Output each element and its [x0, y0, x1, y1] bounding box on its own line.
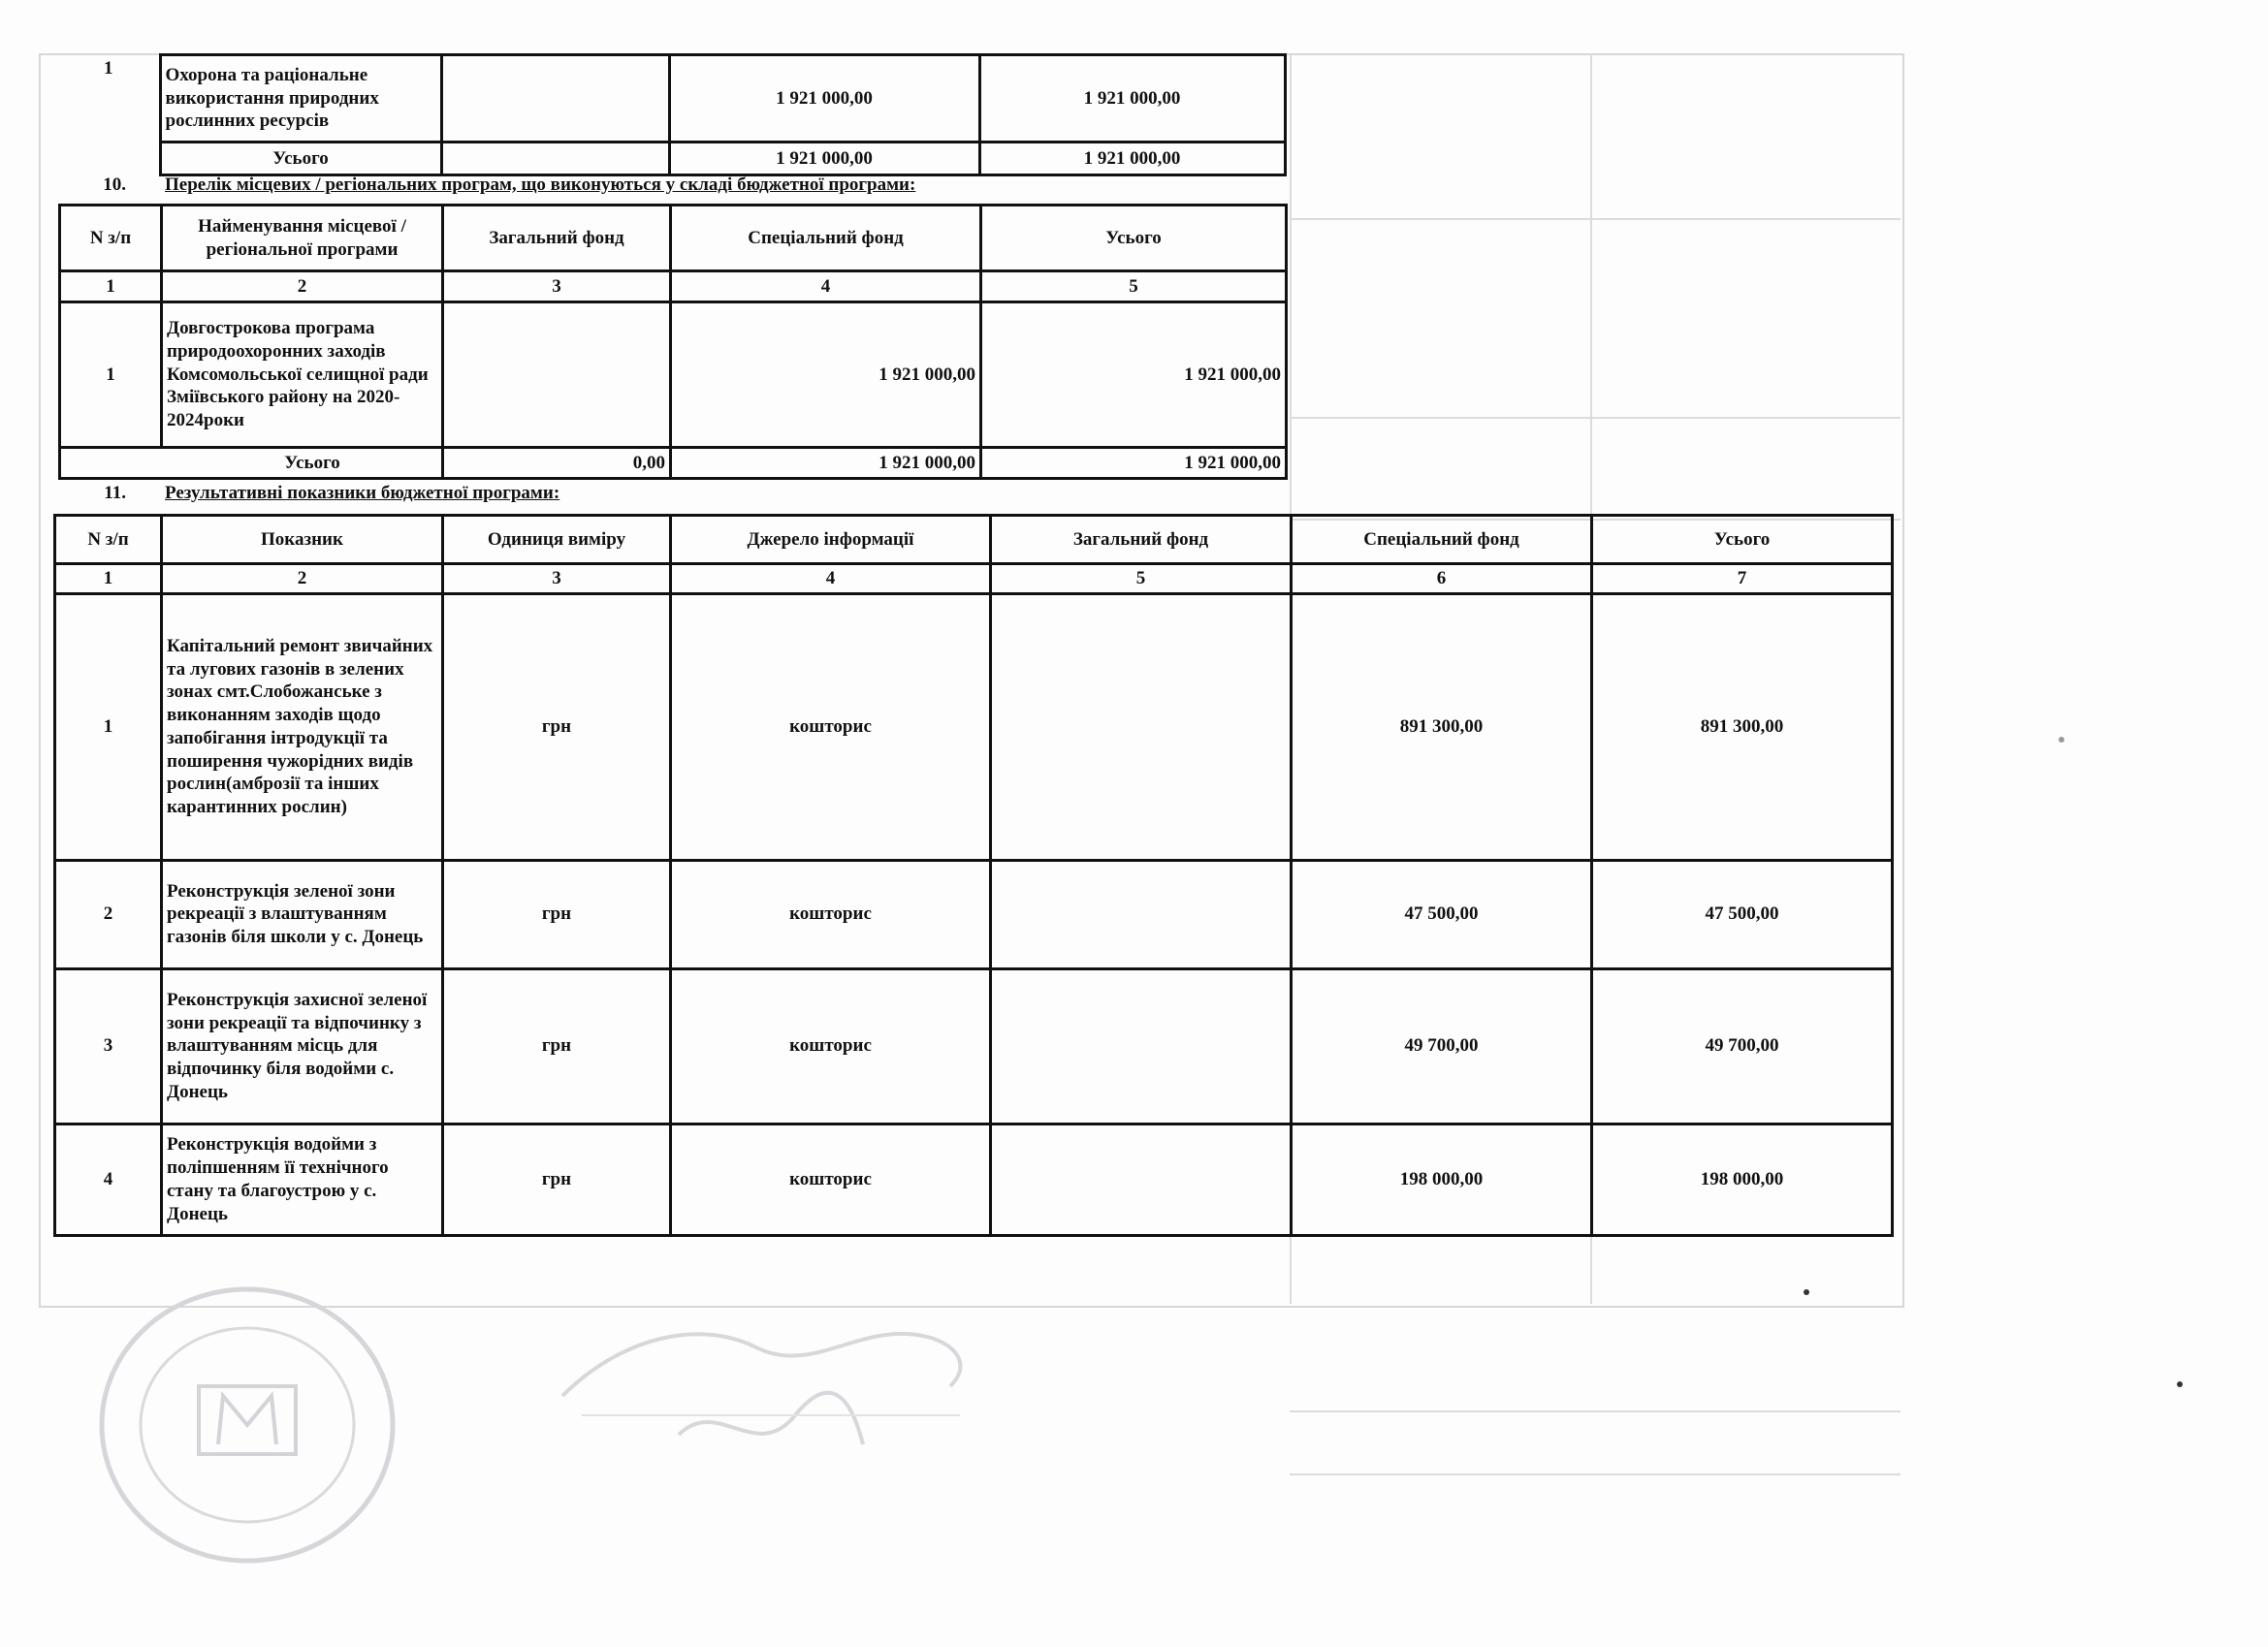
colnum-row [55, 564, 1893, 594]
cell: 49 700,00 [1292, 968, 1592, 1124]
cell: грн [443, 860, 671, 968]
header-cell: Одиниця виміру [443, 516, 671, 564]
row-number: 1 [55, 593, 162, 860]
colnum-cell: 3 [443, 564, 671, 594]
speck [1804, 1289, 1809, 1295]
ghost-line [1290, 218, 1901, 220]
colnum-cell: 6 [1292, 564, 1592, 594]
row-number: 3 [55, 968, 162, 1124]
speck [2059, 737, 2064, 743]
cell [441, 143, 669, 175]
table-row [55, 1124, 1893, 1235]
header-cell: Усього [1592, 516, 1893, 564]
cell: 1 921 000,00 [669, 143, 979, 175]
cell: 1 921 000,00 [671, 302, 981, 448]
cell: 1 921 000,00 [979, 143, 1285, 175]
header-cell: N з/п [55, 516, 162, 564]
colnum-cell: 4 [671, 564, 991, 594]
row-number: 1 [104, 57, 113, 79]
cell: 1 921 000,00 [669, 55, 979, 143]
section-title: Перелік місцевих / регіональних програм, що виконуються у складі бюджетної програми: [165, 174, 916, 195]
cell: 198 000,00 [1292, 1124, 1592, 1235]
header-row [60, 206, 1287, 271]
table-row [55, 593, 1893, 860]
table-row [55, 968, 1893, 1124]
cell: 891 300,00 [1292, 593, 1592, 860]
total-row [60, 448, 1287, 479]
header-cell: Найменування місцевої / регіональної програми [162, 206, 443, 271]
cell: кошторис [671, 860, 991, 968]
total-label: Усього [60, 448, 443, 479]
header-cell: Спеціальний фонд [1292, 516, 1592, 564]
table-11 [53, 514, 1894, 1237]
colnum-cell: 1 [55, 564, 162, 594]
row-number: 2 [55, 860, 162, 968]
cell [991, 860, 1292, 968]
header-cell: N з/п [60, 206, 162, 271]
table-9 [58, 53, 1287, 176]
colnum-cell: 1 [60, 271, 162, 302]
cell: 1 921 000,00 [981, 302, 1287, 448]
cell: 1 921 000,00 [979, 55, 1285, 143]
row-number: 4 [55, 1124, 162, 1235]
row-name: Капітальний ремонт звичайних та лугових газонів в зелених зонах смт.Слобожанське з виконанням заходів щодо запобігання інтродукції та поширення чужорідних видів рослин(амброзії та інших карантинних рослин) [162, 593, 443, 860]
signature-icon [543, 1280, 1008, 1493]
cell: 0,00 [443, 448, 671, 479]
colnum-cell: 7 [1592, 564, 1893, 594]
table-row [55, 860, 1893, 968]
cell: грн [443, 968, 671, 1124]
colnum-cell: 2 [162, 271, 443, 302]
cell [441, 55, 669, 143]
section-11-heading [58, 483, 559, 504]
colnum-cell: 2 [162, 564, 443, 594]
speck [2177, 1381, 2183, 1387]
cell: грн [443, 593, 671, 860]
total-row [58, 143, 1285, 175]
cell: кошторис [671, 593, 991, 860]
header-cell: Джерело інформації [671, 516, 991, 564]
total-label: Усього [160, 143, 441, 175]
cell: 1 921 000,00 [981, 448, 1287, 479]
cell: 47 500,00 [1592, 860, 1893, 968]
colnum-row [60, 271, 1287, 302]
ghost-line [1290, 1410, 1901, 1412]
colnum-cell: 5 [981, 271, 1287, 302]
ghost-line [1290, 417, 1901, 419]
colnum-cell: 3 [443, 271, 671, 302]
stamp-icon [92, 1280, 402, 1570]
cell: кошторис [671, 968, 991, 1124]
table-row [60, 302, 1287, 448]
cell [991, 1124, 1292, 1235]
cell: 891 300,00 [1592, 593, 1893, 860]
colnum-cell: 5 [991, 564, 1292, 594]
colnum-cell: 4 [671, 271, 981, 302]
section-number: 11. [104, 483, 126, 503]
row-name: Довгострокова програма природоохоронних заходів Комсомольської селищної ради Зміївського району на 2020-2024роки [162, 302, 443, 448]
cell [991, 593, 1292, 860]
row-name: Реконструкція захисної зеленої зони рекреації та відпочинку з влаштуванням місць для відпочинку біля водойми с. Донець [162, 968, 443, 1124]
header-cell: Загальний фонд [443, 206, 671, 271]
row-name: Реконструкція зеленої зони рекреації з влаштуванням газонів біля школи у с. Донець [162, 860, 443, 968]
cell: 1 921 000,00 [671, 448, 981, 479]
cell: 49 700,00 [1592, 968, 1893, 1124]
cell: кошторис [671, 1124, 991, 1235]
header-cell: Загальний фонд [991, 516, 1292, 564]
header-cell: Спеціальний фонд [671, 206, 981, 271]
section-number: 10. [103, 174, 126, 195]
section-10-heading [58, 174, 915, 196]
row-number: 1 [60, 302, 162, 448]
ghost-line [1290, 1473, 1901, 1475]
cell [443, 302, 671, 448]
header-cell: Усього [981, 206, 1287, 271]
cell: грн [443, 1124, 671, 1235]
cell [991, 968, 1292, 1124]
table-10 [58, 204, 1288, 480]
header-row [55, 516, 1893, 564]
row-name: Охорона та раціональне використання природних рослинних ресурсів [160, 55, 441, 143]
row-name: Реконструкція водойми з поліпшенням її технічного стану та благоустрою у с. Донець [162, 1124, 443, 1235]
section-title: Результативні показники бюджетної програми: [165, 483, 560, 503]
header-cell: Показник [162, 516, 443, 564]
cell: 198 000,00 [1592, 1124, 1893, 1235]
empty-cell [58, 143, 160, 175]
table-row [58, 55, 1285, 143]
cell: 47 500,00 [1292, 860, 1592, 968]
